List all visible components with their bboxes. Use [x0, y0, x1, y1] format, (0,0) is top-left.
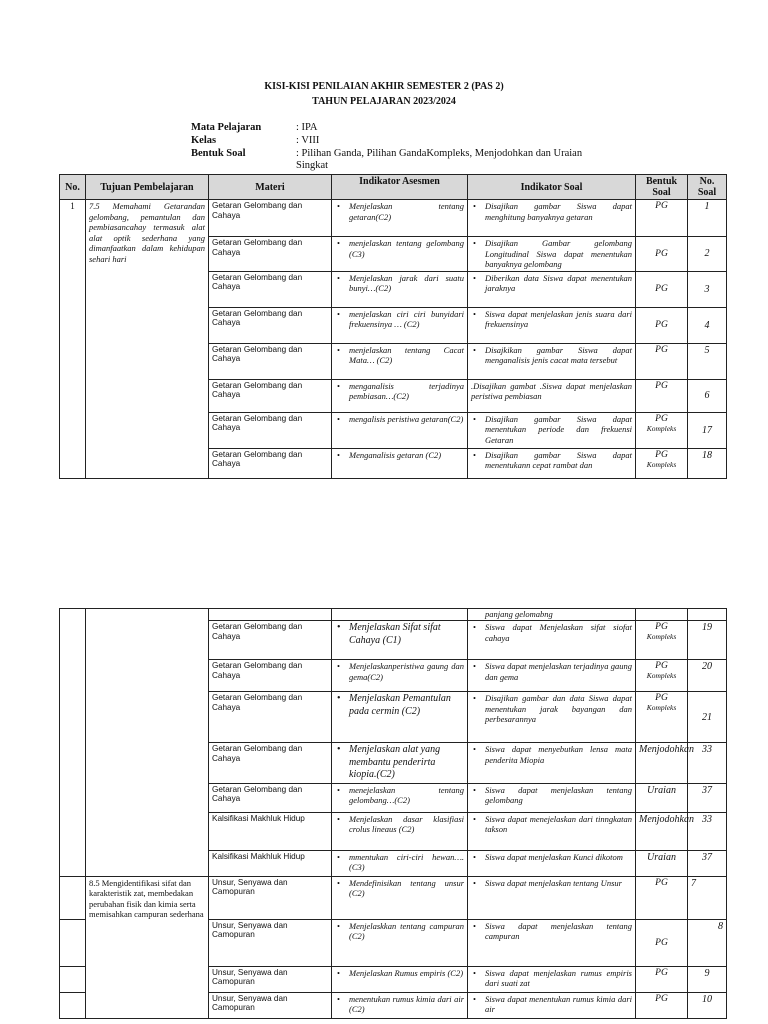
indikator-soal-text: • Siswa dapat menyebutkan lensa mata penderita Miopia	[471, 744, 632, 765]
no-soal-cell: 33	[688, 812, 727, 850]
indikator-soal-text: • Siswa dapat menjelaskan terjadinya gaung dan gema	[471, 661, 632, 682]
no-soal-cell: 33	[688, 743, 727, 784]
indikator-soal-cell	[468, 850, 636, 876]
bentuk-soal-cell	[636, 692, 688, 743]
row-number-empty	[60, 876, 86, 919]
indikator-soal-cell	[468, 200, 636, 237]
bentuk-soal-cell	[636, 379, 688, 412]
indikator-soal-text: • Siswa dapat menjelaskan jenis suara dari frekuensinya	[471, 309, 632, 330]
meta-label: Mata Pelajaran	[191, 122, 262, 133]
bentuk-soal-subtext: Kompleks	[646, 671, 677, 680]
no-soal-cell: 21	[688, 692, 727, 743]
indikator-asesmen-cell	[332, 307, 468, 343]
bentuk-soal-text: PG	[655, 320, 668, 330]
indikator-soal-cell	[468, 412, 636, 448]
bentuk-soal-subtext: Kompleks	[646, 459, 677, 469]
no-soal-cell: 20	[688, 660, 727, 692]
materi-cell: Getaran Gelombang dan Cahaya	[209, 660, 332, 692]
indikator-asesmen-text: • Menjelaskan Pemantulan pada cermin (C2)	[335, 693, 464, 718]
col-header-no-soal: No. Soal	[688, 175, 727, 200]
indikator-asesmen-cell	[332, 609, 468, 621]
col-header-indikator-asesmen: Indikator Asesmen	[332, 175, 468, 200]
indikator-asesmen-cell	[332, 200, 468, 237]
meta-value: : IPA	[296, 122, 318, 133]
learning-objective: 8.5 Mengidentifikasi sifat dan karakteristik zat, membedakan perubahan fisik dan kimia serta memisahkan campuran sederhana	[86, 876, 209, 1018]
materi-cell: Getaran Gelombang dan Cahaya	[209, 621, 332, 660]
row-number: 1	[60, 200, 86, 479]
meta-value: : Pilihan Ganda, Pilihan GandaKompleks, Menjodohkan dan Uraian Singkat	[296, 148, 583, 171]
indikator-soal-cell: .Disajikan gambat .Siswa dapat menjelaskan peristiwa pembiasan	[468, 379, 636, 412]
bentuk-soal-text: PG	[655, 380, 668, 391]
row-number-empty	[60, 609, 86, 877]
no-soal-cell: 37	[688, 783, 727, 812]
row-number-empty	[60, 992, 86, 1018]
indikator-soal-cell	[468, 307, 636, 343]
indikator-soal-text: • Siswa dapat menjelaskan rumus empiris dari suati zat	[471, 968, 632, 989]
indikator-asesmen-text: • Menjelaskan Sifat sifat Cahaya (C1)	[335, 622, 464, 647]
materi-cell: Getaran Gelombang dan Cahaya	[209, 412, 332, 448]
indikator-asesmen-text: • Menjelaskan dasar klasifiasi crolus lineaus (C2)	[335, 814, 464, 835]
indikator-soal-cell	[468, 343, 636, 379]
bentuk-soal-text: PG	[655, 693, 668, 703]
indikator-soal-cell	[468, 919, 636, 966]
bentuk-soal-cell	[636, 200, 688, 237]
bentuk-soal-cell: Uraian	[636, 850, 688, 876]
bentuk-soal-cell: Menjodohkan	[636, 743, 688, 784]
indikator-soal-cell	[468, 621, 636, 660]
indikator-asesmen-text: • menjelaskan tentang gelombang (C3)	[335, 238, 464, 259]
bentuk-soal-text: PG	[655, 937, 668, 948]
bentuk-soal-text: PG	[655, 248, 668, 259]
indikator-soal-text: • Siswa dapat menjelaskan Kunci dikotom	[471, 852, 632, 863]
no-soal-cell: 6	[688, 379, 727, 412]
bentuk-soal-subtext: Kompleks	[646, 703, 677, 712]
no-soal-cell	[688, 609, 727, 621]
indikator-asesmen-cell	[332, 783, 468, 812]
bentuk-soal-cell	[636, 237, 688, 272]
no-soal-cell: 1	[688, 200, 727, 237]
indikator-soal-cell	[468, 966, 636, 992]
indikator-soal-text: • Siswa dapat menjelaskan tentang Unsur	[471, 878, 632, 889]
indikator-asesmen-cell	[332, 876, 468, 919]
indikator-soal-cell	[468, 271, 636, 307]
no-soal-cell: 10	[688, 992, 727, 1018]
indikator-soal-cell	[468, 783, 636, 812]
bentuk-soal-cell	[636, 412, 688, 448]
bentuk-soal-cell: Uraian	[636, 783, 688, 812]
indikator-soal-cell	[468, 692, 636, 743]
bentuk-soal-cell	[636, 448, 688, 478]
indikator-asesmen-cell	[332, 992, 468, 1018]
no-soal-cell: 4	[688, 307, 727, 343]
materi-cell: Kalsifikasi Makhluk Hidup	[209, 850, 332, 876]
indikator-soal-cell	[468, 660, 636, 692]
learning-objective-empty	[86, 609, 209, 877]
no-soal-cell: 8	[688, 919, 727, 966]
bentuk-soal-cell	[636, 343, 688, 379]
indikator-asesmen-cell	[332, 692, 468, 743]
indikator-asesmen-cell	[332, 812, 468, 850]
indikator-asesmen-text: • Menjelaskan alat yang membantu penderirta kiopia.(C2)	[335, 744, 464, 782]
indikator-soal-text: • Diberikan data Siswa dapat menentukan jaraknya	[471, 273, 632, 294]
meta-label: Bentuk Soal	[191, 148, 246, 159]
indikator-soal-cell	[468, 992, 636, 1018]
indikator-asesmen-text: • Menjelaskan jarak dari suatu bunyi…(C2)	[335, 273, 464, 294]
indikator-asesmen-text: • mmentukan ciri-ciri hewan….(C3)	[335, 852, 464, 873]
bentuk-soal-cell	[636, 621, 688, 660]
indikator-soal-text: • Disajikan gambar dan data Siswa dapat menentukan jarak bayangan dan perbesarannya	[471, 693, 632, 725]
bentuk-soal-text: PG	[655, 622, 668, 632]
col-header-bentuk-soal: Bentuk Soal	[636, 175, 688, 200]
bentuk-soal-cell	[636, 992, 688, 1018]
indikator-asesmen-cell	[332, 237, 468, 272]
indikator-asesmen-cell	[332, 412, 468, 448]
indikator-asesmen-cell	[332, 850, 468, 876]
table-row-continuation	[60, 609, 727, 621]
indikator-soal-text: • Siswa dapat Menjelaskan sifat siofat cahaya	[471, 622, 632, 643]
indikator-asesmen-text: • menejelaskan tentang gelombang…(C2)	[335, 785, 464, 806]
indikator-asesmen-text: • menjelaskan ciri ciri bunyidari frekuensinya … (C2)	[335, 309, 464, 330]
bentuk-soal-text: PG	[655, 284, 668, 294]
bentuk-soal-cell: Menjodohkan	[636, 812, 688, 850]
materi-cell: Getaran Gelombang dan Cahaya	[209, 237, 332, 272]
indikator-soal-text: • Disajikan gambar Siswa dapat menghitung banyaknya getaran	[471, 201, 632, 222]
no-soal-cell: 19	[688, 621, 727, 660]
indikator-asesmen-text: • Menjelaskanperistiwa gaung dan gema(C2)	[335, 661, 464, 682]
indikator-asesmen-cell	[332, 271, 468, 307]
indikator-soal-text: • Siswa dapat menejelaskan dari tinngkatan takson	[471, 814, 632, 835]
bentuk-soal-text: PG	[655, 877, 668, 888]
indikator-asesmen-cell	[332, 343, 468, 379]
materi-cell: Getaran Gelombang dan Cahaya	[209, 271, 332, 307]
indikator-soal-text: • Disajikan gambar Siswa dapat menentukan periode dan frekuensi Getaran	[471, 414, 632, 446]
indikator-soal-text: • Disajikan gambar Siswa dapat menentukann cepat rambat dan	[471, 450, 632, 471]
materi-cell: Getaran Gelombang dan Cahaya	[209, 743, 332, 784]
no-soal-cell: 3	[688, 271, 727, 307]
indikator-asesmen-text: • Menjelaskkan tentang campuran (C2)	[335, 921, 464, 942]
no-soal-cell: 17	[688, 412, 727, 448]
indikator-asesmen-cell	[332, 966, 468, 992]
indikator-asesmen-cell	[332, 621, 468, 660]
col-header-tujuan: Tujuan Pembelajaran	[86, 175, 209, 200]
indikator-soal-text: • Siswa dapat menjelaskan tentang gelombang	[471, 785, 632, 806]
materi-cell	[209, 609, 332, 621]
indikator-soal-cell	[468, 237, 636, 272]
document-title: KISI-KISI PENILAIAN AKHIR SEMESTER 2 (PAS 2)	[264, 81, 504, 92]
bentuk-soal-cell	[636, 271, 688, 307]
indikator-asesmen-text: • menjelaskan tentang Cacat Mata… (C2)	[335, 345, 464, 366]
materi-cell: Unsur, Senyawa dan Camopuran	[209, 919, 332, 966]
row-number-empty	[60, 966, 86, 992]
indikator-asesmen-text: • menganalisis terjadinya pembiasan…(C2)	[335, 381, 464, 402]
no-soal-cell: 9	[688, 966, 727, 992]
bentuk-soal-cell	[636, 966, 688, 992]
bentuk-soal-cell	[636, 919, 688, 966]
meta-value: : VIII	[296, 135, 320, 146]
indikator-soal-cell	[468, 876, 636, 919]
materi-cell: Kalsifikasi Makhluk Hidup	[209, 812, 332, 850]
bentuk-soal-text: PG	[655, 449, 668, 460]
materi-cell: Getaran Gelombang dan Cahaya	[209, 379, 332, 412]
indikator-asesmen-text: • menentukan rumus kimia dari air (C2)	[335, 994, 464, 1015]
bentuk-soal-cell	[636, 876, 688, 919]
materi-cell: Getaran Gelombang dan Cahaya	[209, 783, 332, 812]
materi-cell: Getaran Gelombang dan Cahaya	[209, 692, 332, 743]
indikator-soal-text: • Disajkikan gambar Siswa dapat menganalisis jenis cacat mata tersebut	[471, 345, 632, 366]
no-soal-cell: 2	[688, 237, 727, 272]
indikator-asesmen-text: • Menjelaskan Rumus empiris (C2)	[335, 968, 464, 979]
table-header-row	[60, 175, 727, 200]
bentuk-soal-cell	[636, 660, 688, 692]
meta-label: Kelas	[191, 135, 217, 146]
materi-cell: Unsur, Senyawa dan Camopuran	[209, 992, 332, 1018]
materi-cell: Unsur, Senyawa dan Camopuran	[209, 966, 332, 992]
indikator-asesmen-cell	[332, 919, 468, 966]
col-header-materi: Materi	[209, 175, 332, 200]
grid-table-2	[59, 608, 727, 1019]
grid-table-1	[59, 174, 727, 479]
indikator-asesmen-cell	[332, 660, 468, 692]
materi-cell: Unsur, Senyawa dan Camopuran	[209, 876, 332, 919]
bentuk-soal-text: PG	[655, 413, 668, 424]
table-row	[60, 876, 727, 919]
indikator-asesmen-cell	[332, 743, 468, 784]
indikator-asesmen-cell	[332, 379, 468, 412]
indikator-soal-text: • Siswa dapat menjelaskan tentang campuran	[471, 921, 632, 942]
no-soal-cell: 7	[688, 876, 727, 919]
no-soal-cell: 18	[688, 448, 727, 478]
bentuk-soal-text: PG	[655, 967, 668, 978]
materi-cell: Getaran Gelombang dan Cahaya	[209, 307, 332, 343]
table-row	[60, 200, 727, 237]
no-soal-cell: 5	[688, 343, 727, 379]
indikator-asesmen-text: • Menganalisis getaran (C2)	[335, 450, 464, 461]
bentuk-soal-subtext: Kompleks	[646, 632, 677, 641]
document-subtitle: TAHUN PELAJARAN 2023/2024	[312, 96, 456, 107]
col-header-indikator-soal: Indikator Soal	[468, 175, 636, 200]
bentuk-soal-text: PG	[655, 344, 668, 355]
indikator-soal-cell	[468, 743, 636, 784]
bentuk-soal-cell	[636, 609, 688, 621]
col-header-no: No.	[60, 175, 86, 200]
bentuk-soal-cell	[636, 307, 688, 343]
indikator-asesmen-text: • mengalisis peristiwa getaran(C2)	[335, 414, 464, 425]
bentuk-soal-text: PG	[655, 993, 668, 1004]
indikator-soal-text: • Siswa dapat menentukan rumus kimia dari air	[471, 994, 632, 1015]
materi-cell: Getaran Gelombang dan Cahaya	[209, 200, 332, 237]
learning-objective: 7.5 Memahami Getarandan gelombang, pemantulan dan pembiasancahay termasuk alat alat optik sederhana yang dimanfaatkan dalam kehidupan sehari hari	[86, 200, 209, 479]
indikator-asesmen-cell	[332, 448, 468, 478]
indikator-asesmen-text: • Menjelaskan tentang getaran(C2)	[335, 201, 464, 222]
indikator-soal-text: • Disajikan Gambar gelombang Longitudinal Siswa dapat menentukan banyaknya gelombang	[471, 238, 632, 270]
no-soal-cell: 37	[688, 850, 727, 876]
bentuk-soal-subtext: Kompleks	[646, 423, 677, 433]
row-number-empty	[60, 919, 86, 966]
materi-cell: Getaran Gelombang dan Cahaya	[209, 343, 332, 379]
bentuk-soal-text: PG	[655, 201, 668, 211]
materi-cell: Getaran Gelombang dan Cahaya	[209, 448, 332, 478]
bentuk-soal-text: PG	[655, 661, 668, 671]
indikator-soal-cell	[468, 812, 636, 850]
indikator-soal-cell	[468, 448, 636, 478]
indikator-soal-cell: panjang gelomabng	[468, 609, 636, 621]
indikator-asesmen-text: • Mendefinisikan tentang unsur (C2)	[335, 878, 464, 899]
